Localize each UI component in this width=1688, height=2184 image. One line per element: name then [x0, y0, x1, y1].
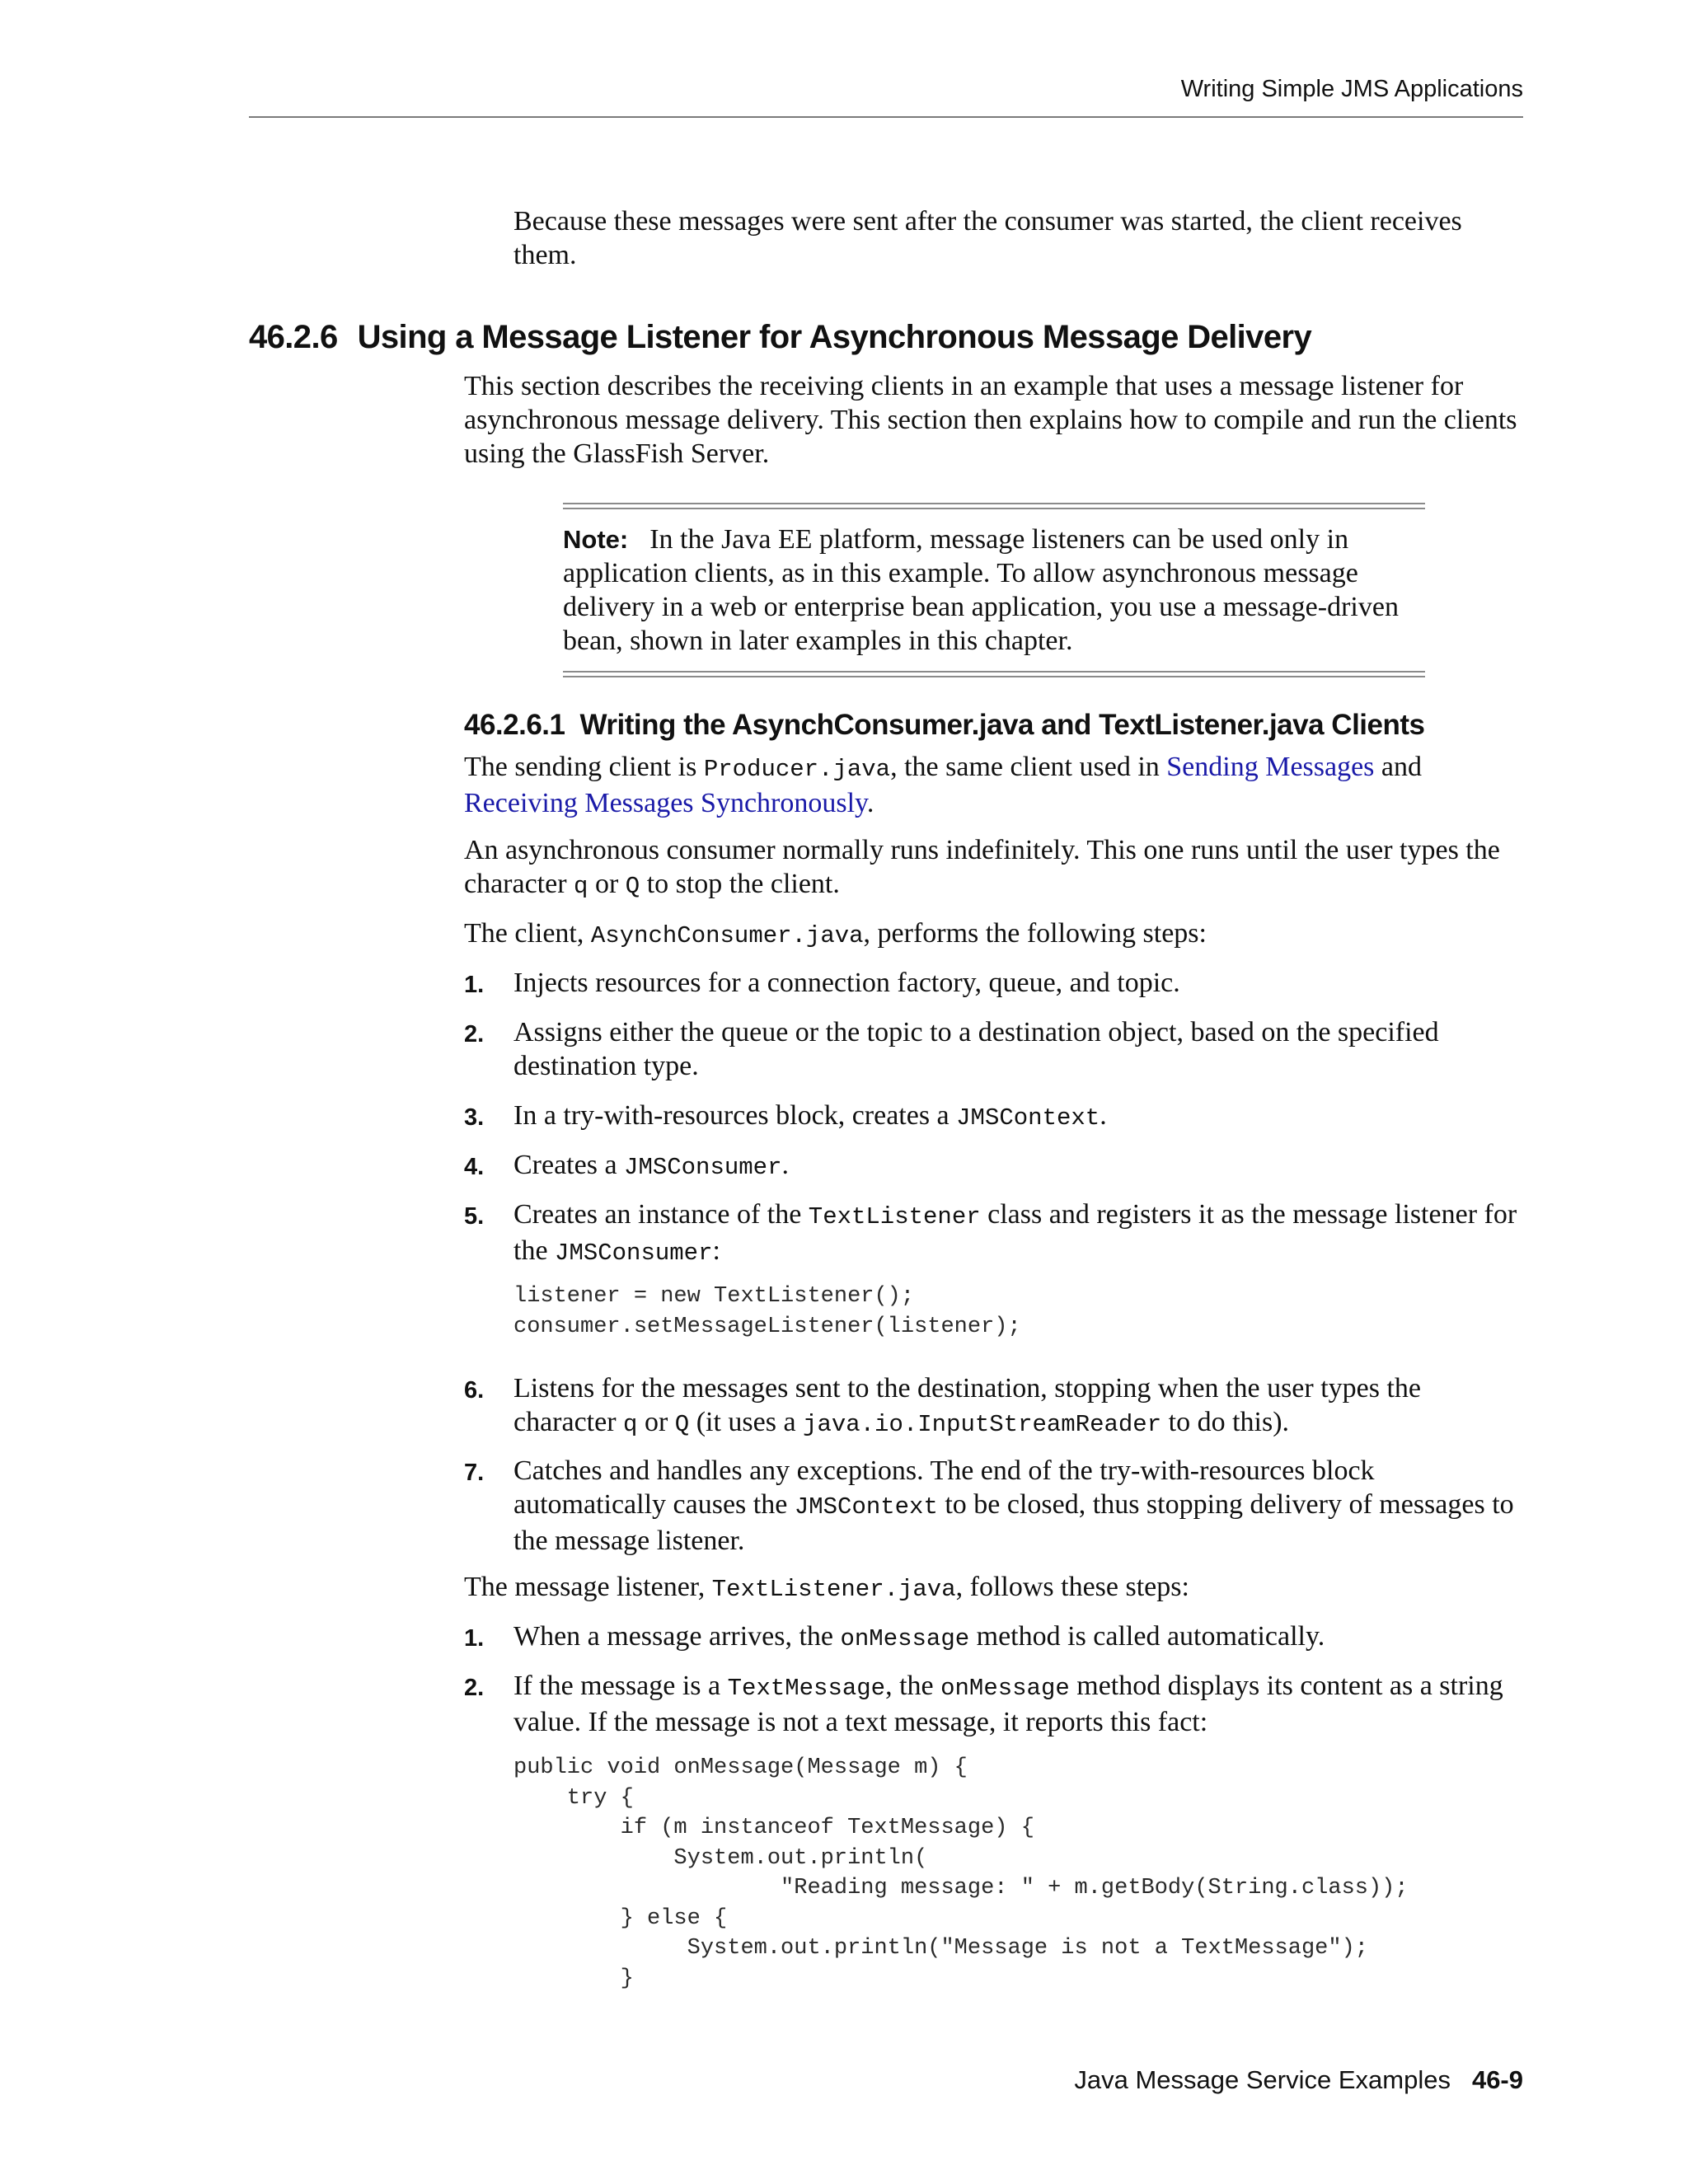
- page-footer: [907, 2065, 1523, 2095]
- code-inputstreamreader: java.io.InputStreamReader: [803, 1411, 1162, 1438]
- text: (it uses a: [689, 1407, 804, 1437]
- step-number: 2.: [464, 1675, 485, 1701]
- text: , the: [885, 1671, 941, 1701]
- step-number: 1.: [464, 972, 485, 998]
- text: If the message is a: [513, 1671, 728, 1701]
- step-text: [513, 1371, 1523, 1441]
- code-onmessage: onMessage: [940, 1675, 1070, 1702]
- text: or: [588, 869, 626, 899]
- text: method is called automatically.: [969, 1621, 1325, 1652]
- step-number: 2.: [464, 1021, 485, 1047]
- step-number: 4.: [464, 1154, 485, 1180]
- text: The client,: [464, 918, 591, 949]
- text: In a try-with-resources block, creates a: [513, 1100, 957, 1131]
- footer-chapter: Java Message Service Examples: [1074, 2065, 1451, 2094]
- text: to stop the client.: [640, 869, 840, 899]
- text: .: [781, 1150, 789, 1180]
- text: Creates an instance of the: [513, 1199, 809, 1230]
- listener-step-1: [464, 1619, 1523, 1656]
- header-rule: [249, 116, 1523, 118]
- text: Creates a: [513, 1150, 625, 1180]
- text: , performs the following steps:: [863, 918, 1207, 949]
- step-number: 3.: [464, 1104, 485, 1131]
- code-textlistener-java: TextListener.java: [711, 1576, 956, 1603]
- step-text: Injects resources for a connection factory, queue, and topic.: [513, 968, 1180, 998]
- note-bottom-rule: [563, 671, 1425, 677]
- step-number: 1.: [464, 1625, 485, 1652]
- code-block-listener-setup: listener = new TextListener(); consumer.setMessageListener(listener);: [513, 1284, 1021, 1339]
- client-step-3: [464, 1099, 1523, 1135]
- code-block-onmessage: public void onMessage(Message m) { try { if (m instanceof TextMessage) { System.out.println( "Reading message: " + m.getBody(String.class)); } else { System.out.println("Message is not a TextMessage"); }: [513, 1755, 1409, 1991]
- listener-step-2: [464, 1669, 1523, 1739]
- step-text: [513, 1197, 1523, 1270]
- code-jmscontext: JMSContext: [794, 1493, 938, 1521]
- step-number: 7.: [464, 1460, 485, 1486]
- text: and: [1374, 752, 1423, 782]
- text: , the same client used in: [890, 752, 1167, 782]
- text: class and registers it as the message listener for the: [513, 1199, 1517, 1266]
- running-header: Writing Simple JMS Applications: [1180, 76, 1523, 102]
- note-text: In the Java EE platform, message listeners can be used only in application clients, as in this example. To allow asynchronous message delivery in a web or enterprise bean application, you use a message-driven bean, shown in later examples in this chapter.: [563, 524, 1399, 656]
- subsection-heading: [464, 706, 1523, 744]
- client-step-5: [464, 1197, 1523, 1270]
- client-step-7: [464, 1454, 1523, 1558]
- step-number: 5.: [464, 1203, 485, 1230]
- text: The message listener,: [464, 1572, 712, 1602]
- text: or: [637, 1407, 675, 1437]
- client-steps-intro: [464, 916, 1523, 953]
- note-body: [563, 523, 1425, 658]
- async-consumer-paragraph: [464, 833, 1523, 903]
- subsection-number: 46.2.6.1: [464, 709, 565, 741]
- code-jmsconsumer: JMSConsumer: [555, 1240, 713, 1267]
- section-title: Using a Message Listener for Asynchronous Message Delivery: [357, 319, 1312, 355]
- link-receiving-messages-synchronously[interactable]: Receiving Messages Synchronously: [464, 788, 867, 818]
- code-asynchconsumer-java: AsynchConsumer.java: [590, 922, 864, 949]
- code-Q: Q: [674, 1411, 690, 1438]
- section-description: This section describes the receiving clients in an example that uses a message listener for asynchronous message delivery. This section then explains how to compile and run the clients using the GlassFish Server.: [464, 371, 1517, 469]
- code-jmscontext: JMSContext: [956, 1104, 1100, 1132]
- code-Q: Q: [625, 873, 640, 900]
- text: :: [712, 1235, 720, 1266]
- page-number: 46-9: [1471, 2065, 1523, 2094]
- client-step-4: [464, 1148, 1523, 1184]
- step-text: [513, 1099, 1523, 1135]
- section-heading: [249, 316, 1523, 358]
- text: Listens for the messages sent to the destination, stopping when the user types the character: [513, 1373, 1422, 1437]
- text: .: [1100, 1100, 1107, 1131]
- step-text: [513, 1148, 1523, 1184]
- text: to be closed, thus stopping delivery of messages to the message listener.: [513, 1489, 1514, 1556]
- text: An asynchronous consumer normally runs indefinitely. This one runs until the user types the character: [464, 835, 1500, 899]
- code-textmessage: TextMessage: [727, 1675, 886, 1702]
- client-step-1: [464, 966, 1523, 1000]
- step-text: Assigns either the queue or the topic to a destination object, based on the specified destination type.: [513, 1017, 1439, 1081]
- step-text: [513, 1454, 1523, 1558]
- listener-steps-intro: [464, 1570, 1523, 1606]
- note-label: Note:: [563, 525, 629, 554]
- note-top-rule: [563, 503, 1425, 509]
- code-onmessage: onMessage: [840, 1625, 970, 1652]
- note-box: [563, 503, 1425, 677]
- subsection-title: Writing the AsynchConsumer.java and TextListener.java Clients: [579, 709, 1425, 741]
- sending-client-paragraph: [464, 750, 1523, 820]
- text: to do this).: [1161, 1407, 1290, 1437]
- text: , follows these steps:: [955, 1572, 1189, 1602]
- client-step-2: [464, 1015, 1523, 1083]
- step-text: [513, 1669, 1523, 1739]
- code-q: q: [623, 1411, 638, 1438]
- step-text: [513, 1619, 1523, 1656]
- intro-paragraph: Because these messages were sent after the consumer was started, the client receives them.: [513, 206, 1462, 270]
- text: Catches and handles any exceptions. The end of the try-with-resources block automatically causes the: [513, 1455, 1375, 1520]
- text: .: [866, 788, 874, 818]
- client-step-6: [464, 1371, 1523, 1441]
- link-sending-messages[interactable]: Sending Messages: [1166, 752, 1375, 782]
- code-q: q: [574, 873, 588, 900]
- step-number: 6.: [464, 1377, 485, 1404]
- text: The sending client is: [464, 752, 704, 782]
- section-number: 46.2.6: [249, 319, 338, 355]
- code-textlistener: TextListener: [808, 1203, 981, 1230]
- text: method displays its content as a string value. If the message is not a text message, it reports this fact:: [513, 1671, 1503, 1737]
- code-jmsconsumer: JMSConsumer: [624, 1154, 782, 1181]
- code-producer-java: Producer.java: [703, 756, 891, 783]
- text: When a message arrives, the: [513, 1621, 841, 1652]
